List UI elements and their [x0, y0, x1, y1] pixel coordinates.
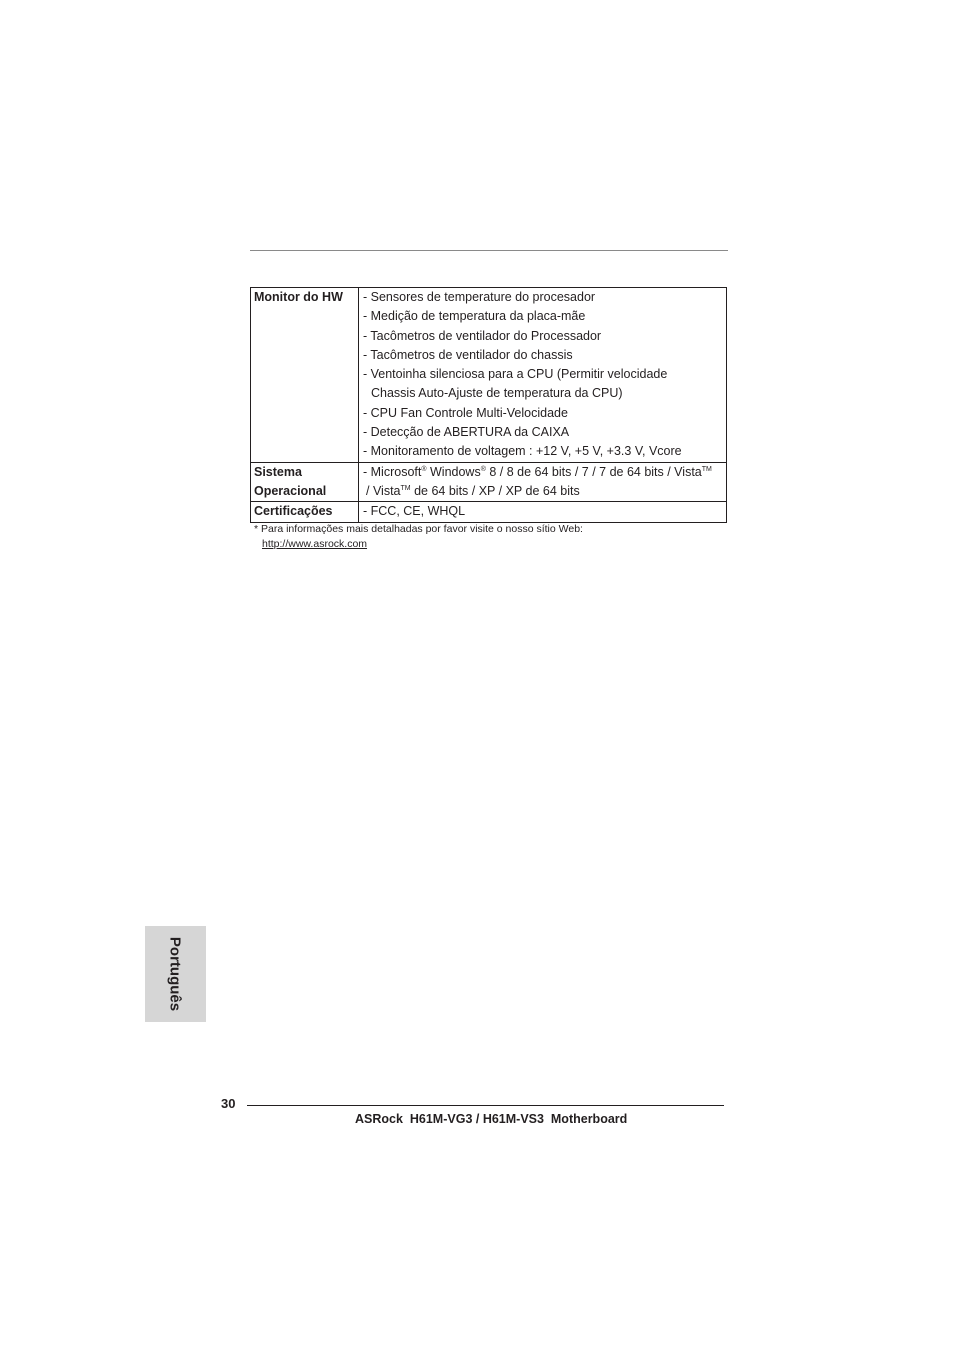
- top-divider: [250, 250, 728, 251]
- os-text: - Microsoft: [363, 464, 422, 479]
- os-text: Windows: [426, 464, 481, 479]
- registered-mark: ®: [480, 465, 486, 473]
- list-item: - Tacômetros de ventilador do chassis: [363, 347, 573, 362]
- footnote-text: * Para informações mais detalhadas por favor visite o nosso sítio Web:: [254, 523, 583, 535]
- language-tab-label: Português: [166, 936, 184, 1012]
- os-text: 8 / 8 de 64 bits / 7 / 7 de 64 bits / Vista: [485, 464, 702, 479]
- certifications-label: Certificações: [251, 502, 359, 522]
- footer-divider: [247, 1105, 724, 1106]
- os-line1: [363, 463, 726, 482]
- table-row-certifications: [251, 502, 727, 522]
- footnote: [254, 522, 583, 552]
- hw-monitor-values: [359, 288, 727, 463]
- list-item: - Monitoramento de voltagem : +12 V, +5 V, +3.3 V, Vcore: [363, 444, 682, 459]
- list-item: - CPU Fan Controle Multi-Velocidade: [363, 405, 568, 420]
- footer-product-name: ASRock H61M-VG3 / H61M-VS3 Motherboard: [355, 1112, 628, 1126]
- language-tab: [145, 926, 206, 1022]
- page-number: 30: [221, 1096, 236, 1111]
- os-label-line2: Operacional: [254, 483, 327, 498]
- list-item: Chassis Auto-Ajuste de temperatura da CPU): [371, 386, 623, 401]
- os-label: [251, 462, 359, 502]
- os-text: / Vista: [366, 483, 401, 498]
- trademark-mark: TM: [701, 465, 712, 473]
- os-line2: [363, 482, 726, 501]
- os-label-line1: Sistema: [254, 464, 302, 479]
- certifications-value: - FCC, CE, WHQL: [359, 502, 727, 522]
- list-item: - Tacômetros de ventilador do Processador: [363, 328, 602, 343]
- hw-monitor-label: Monitor do HW: [251, 288, 359, 463]
- table-row-os: [251, 462, 727, 502]
- list-item: - Detecção de ABERTURA da CAIXA: [363, 425, 570, 440]
- list-item: - Medição de temperatura da placa-mãe: [363, 309, 586, 324]
- registered-mark: ®: [421, 465, 427, 473]
- list-item: - Ventoinha silenciosa para a CPU (Permitir velocidade: [363, 367, 668, 382]
- trademark-mark: TM: [400, 484, 411, 492]
- website-link[interactable]: http://www.asrock.com: [262, 538, 368, 550]
- os-values: [359, 462, 727, 502]
- specifications-table: [250, 287, 727, 523]
- list-item: - Sensores de temperature do procesador: [363, 290, 596, 304]
- table-row-hw-monitor: [251, 288, 727, 463]
- os-text: de 64 bits / XP / XP de 64 bits: [410, 483, 580, 498]
